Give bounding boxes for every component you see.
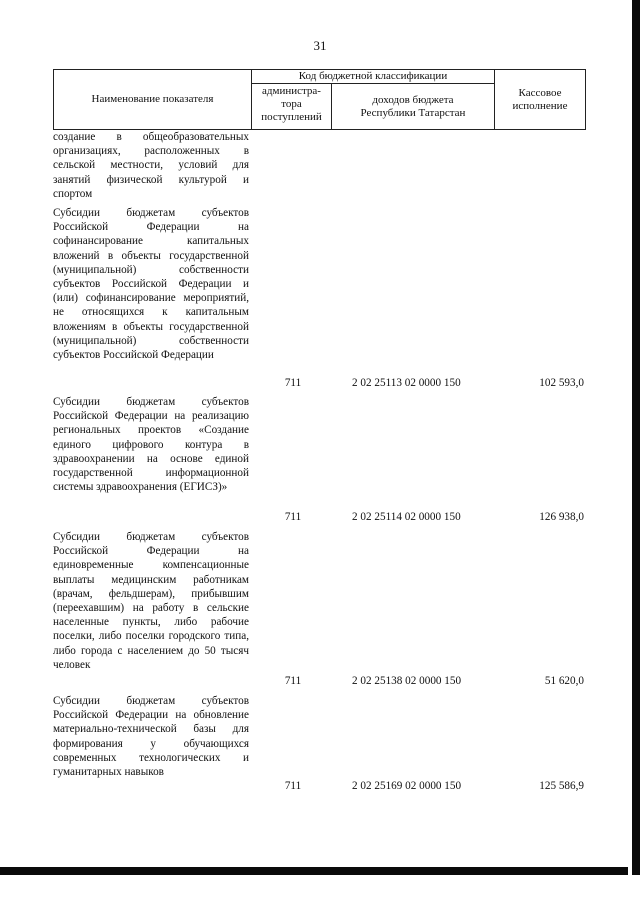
row-admin-code: 711	[284, 377, 302, 389]
table-header	[53, 69, 586, 130]
row-cash-value: 102 593,0	[539, 377, 584, 389]
row-name: Субсидии бюджетам субъектов Российской Федерации на единовременные компенсационные выплаты медицинским работникам (врачам, фельдшерам), прибывшим (переехавшим) на работу в сельские населенные пункты, либо рабочие поселки, либо поселки городского типа, либо города с населением до 50 тысяч человек	[53, 531, 249, 671]
scan-edge-bottom	[0, 867, 628, 875]
header-income: доходов бюджета Республики Татарстан	[332, 84, 495, 129]
row-income-code: 2 02 25113 02 0000 150	[352, 377, 461, 389]
header-cash: Кассовое исполнение	[512, 86, 568, 112]
header-admin: администра- тора поступлений	[252, 84, 332, 129]
scan-edge-right	[632, 0, 640, 875]
page-bottom-margin	[0, 875, 640, 905]
row-income-code: 2 02 25138 02 0000 150	[352, 675, 462, 687]
row-cash-value: 126 938,0	[539, 511, 584, 523]
row-name: Субсидии бюджетам субъектов Российской Федерации на обновление материально-технической базы для формирования у обучающихся современных технологических и гуманитарных навыков	[53, 695, 249, 779]
row-admin-code: 711	[284, 511, 302, 523]
row-name: Субсидии бюджетам субъектов Российской Федерации на реализацию региональных проектов «Создание единого цифрового контура в здравоохранении на основе единой государственной информационной системы здравоохранения (ЕГИСЗ)»	[53, 396, 249, 494]
row-name: создание в общеобразовательных организациях, расположенных в сельской местности, условий для занятий физической культурой и спортом	[53, 131, 249, 200]
row-income-code: 2 02 25114 02 0000 150	[352, 511, 461, 523]
header-code-group: Код бюджетной классификации	[252, 70, 495, 84]
row-cash-value: 51 620,0	[544, 675, 584, 687]
row-cash-value: 125 586,9	[539, 780, 584, 792]
row-admin-code: 711	[284, 780, 302, 792]
page-number: 31	[313, 38, 327, 53]
row-admin-code: 711	[284, 675, 302, 687]
header-name: Наименование показателя	[54, 70, 252, 129]
row-name: Субсидии бюджетам субъектов Российской Федерации на софинансирование капитальных вложений в объекты государственной (муниципальной) собственности субъектов Российской Федерации и (или) софинансирование мероприятий, не относящихся к капитальным вложениям в объекты государственной (муниципальной) собственности субъектов Российской Федерации	[53, 207, 249, 362]
row-income-code: 2 02 25169 02 0000 150	[352, 780, 462, 792]
